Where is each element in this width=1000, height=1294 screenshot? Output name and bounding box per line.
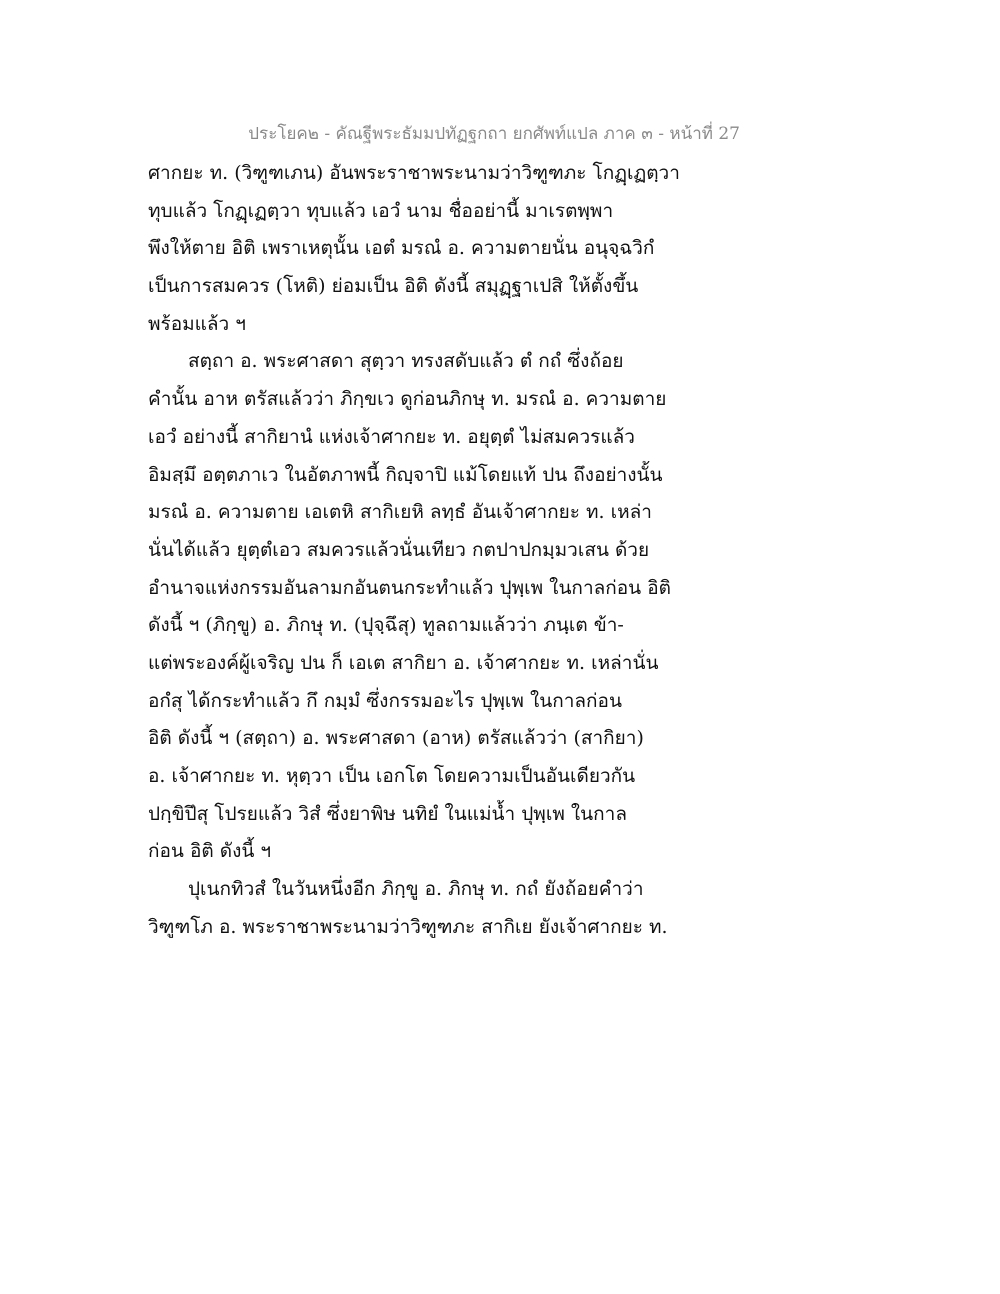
text-line: มรณํ อ. ความตาย เอเตหิ สากิเยหิ ลทฺธํ อันเจ้าศากยะ ท. เหล่า xyxy=(148,501,652,524)
text-line: อิมสฺมึ อตฺตภาเว ในอัตภาพนี้ กิญฺจาปิ แม้โดยแท้ ปน ถึงอย่างนั้น xyxy=(148,463,663,486)
text-line: คำนั้น อาห ตรัสแล้วว่า ภิกฺขเว ดูก่อนภิกษุ ท. มรณํ อ. ความตาย xyxy=(148,388,667,411)
body-text xyxy=(148,155,688,946)
paragraph-start-line: สตฺถา อ. พระศาสดา สุตฺวา ทรงสดับแล้ว ตํ กถํ ซึ่งถ้อย xyxy=(188,350,624,373)
text-line: พึงให้ตาย อิติ เพราเหตุนั้น เอตํ มรณํ อ. ความตายนั่น อนุจฺฉวิกํ xyxy=(148,237,655,260)
running-header: ประโยค๒ - คัณฐีพระธัมมปทัฏฐกถา ยกศัพท์แปล ภาค ๓ - หน้าที่ 27 xyxy=(248,124,740,144)
text-line: เป็นการสมควร (โหติ) ย่อมเป็น อิติ ดังนี้ สมุฏฺฐาเปสิ ให้ตั้งขึ้น xyxy=(148,275,639,298)
text-line: นั่นได้แล้ว ยุตฺตํเอว สมควรแล้วนั่นเทียว กตปาปกมฺมวเสน ด้วย xyxy=(148,538,650,561)
text-line: อำนาจแห่งกรรมอันลามกอันตนกระทำแล้ว ปุพฺเพ ในกาลก่อน อิติ xyxy=(148,576,671,599)
text-line: อกํสุ ได้กระทำแล้ว กึ กมฺมํ ซึ่งกรรมอะไร ปุพฺเพ ในกาลก่อน xyxy=(148,689,622,712)
text-line: วิฑูฑโภ อ. พระราชาพระนามว่าวิฑูฑภะ สากิเย ยังเจ้าศากยะ ท. xyxy=(148,915,668,938)
paragraph-start-line: ปุเนกทิวสํ ในวันหนึ่งอีก ภิกฺขู อ. ภิกษุ ท. กถํ ยังถ้อยคำว่า xyxy=(188,878,644,901)
text-line: ดังนี้ ฯ (ภิกฺขู) อ. ภิกษุ ท. (ปุจฺฉึสุ) ทูลถามแล้วว่า ภนฺเต ข้า- xyxy=(148,614,624,637)
text-line: พร้อมแล้ว ฯ xyxy=(148,312,246,335)
text-line: อ. เจ้าศากยะ ท. หุตฺวา เป็น เอกโต โดยความเป็นอันเดียวกัน xyxy=(148,765,636,787)
text-line: ปกฺขิปึสุ โปรยแล้ว วิสํ ซึ่งยาพิษ นทิยํ ในแม่น้ำ ปุพฺเพ ในกาล xyxy=(148,802,627,825)
text-line: แต่พระองค์ผู้เจริญ ปน ก็ เอเต สากิยา อ. เจ้าศากยะ ท. เหล่านั่น xyxy=(148,651,659,674)
text-line: เอวํ อย่างนี้ สากิยานํ แห่งเจ้าศากยะ ท. อยุตฺตํ ไม่สมควรแล้ว xyxy=(148,425,635,448)
text-line: ก่อน อิติ ดังนี้ ฯ xyxy=(148,840,272,863)
text-line: ทุบแล้ว โกฏฺเฏตฺวา ทุบแล้ว เอวํ นาม ชื่ออย่านี้ มาเรตพฺพา xyxy=(148,199,614,222)
text-line: อิติ ดังนี้ ฯ (สตฺถา) อ. พระศาสดา (อาห) ตรัสแล้วว่า (สากิยา) xyxy=(148,727,644,750)
text-line: ศากยะ ท. (วิฑูฑเภน) อันพระราชาพระนามว่าวิฑูฑภะ โกฏฺเฏตฺวา xyxy=(148,162,680,184)
